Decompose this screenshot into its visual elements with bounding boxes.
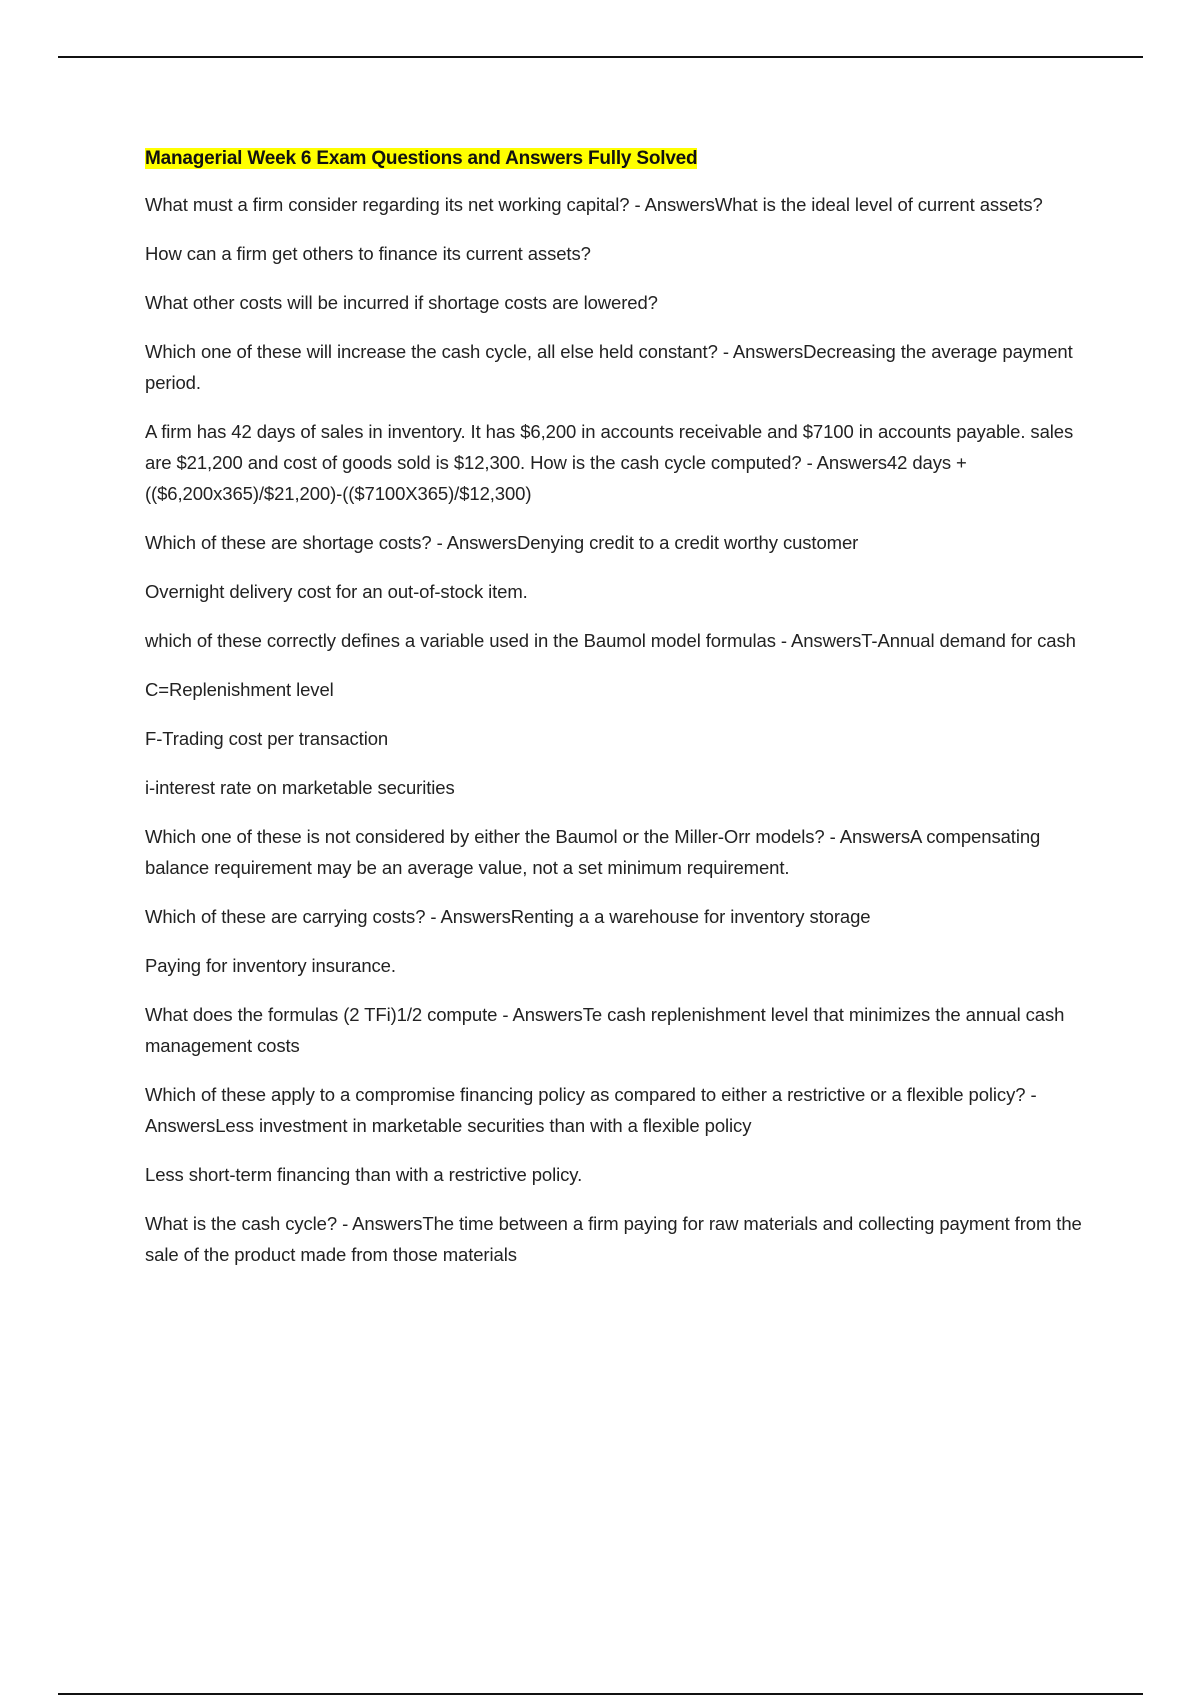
paragraph: Less short-term financing than with a restrictive policy. bbox=[145, 1164, 583, 1185]
paragraph: i-interest rate on marketable securities bbox=[145, 777, 455, 798]
document-body bbox=[145, 144, 1090, 1288]
paragraph: A firm has 42 days of sales in inventory. It has $6,200 in accounts receivable and $7100 in accounts payable. sales are $21,200 and cost of goods sold is $12,300. How is the cash cycle computed? - Answers42 days +(($6,200x365)/$21,200)-(($7100X365)/$12,300) bbox=[145, 421, 1074, 504]
paragraph: Paying for inventory insurance. bbox=[145, 955, 396, 976]
paragraph: F-Trading cost per transaction bbox=[145, 728, 389, 749]
paragraph: Overnight delivery cost for an out-of-stock item. bbox=[145, 581, 528, 602]
paragraph: Which one of these is not considered by either the Baumol or the Miller-Orr models? - AnswersA compensating balance requirement may be an average value, not a set minimum requirement. bbox=[145, 826, 1041, 878]
header-rule bbox=[58, 56, 1143, 58]
paragraph: What other costs will be incurred if shortage costs are lowered? bbox=[145, 292, 658, 313]
paragraph: What is the cash cycle? - AnswersThe time between a firm paying for raw materials and collecting payment from the sale of the product made from those materials bbox=[145, 1213, 1082, 1265]
title-block bbox=[145, 144, 1090, 175]
paragraph: What does the formulas (2 TFi)1/2 compute - AnswersTe cash replenishment level that minimizes the annual cash management costs bbox=[145, 1004, 1065, 1056]
paragraph: What must a firm consider regarding its net working capital? - AnswersWhat is the ideal level of current assets? bbox=[145, 194, 1043, 215]
paragraph: which of these correctly defines a variable used in the Baumol model formulas - AnswersT-Annual demand for cash bbox=[145, 630, 1076, 651]
paragraph: Which of these are carrying costs? - AnswersRenting a a warehouse for inventory storage bbox=[145, 906, 871, 927]
paragraph: Which of these apply to a compromise financing policy as compared to either a restrictive or a flexible policy? - AnswersLess investment in marketable securities than with a flexible policy bbox=[145, 1084, 1037, 1136]
footer-rule bbox=[58, 1693, 1143, 1695]
paragraph: Which one of these will increase the cash cycle, all else held constant? - AnswersDecreasing the average payment period. bbox=[145, 341, 1073, 393]
paragraph: How can a firm get others to finance its current assets? bbox=[145, 243, 591, 264]
paragraph: C=Replenishment level bbox=[145, 679, 334, 700]
paragraph: Which of these are shortage costs? - AnswersDenying credit to a credit worthy customer bbox=[145, 532, 859, 553]
document-title: Managerial Week 6 Exam Questions and Answers Fully Solved bbox=[145, 148, 698, 169]
